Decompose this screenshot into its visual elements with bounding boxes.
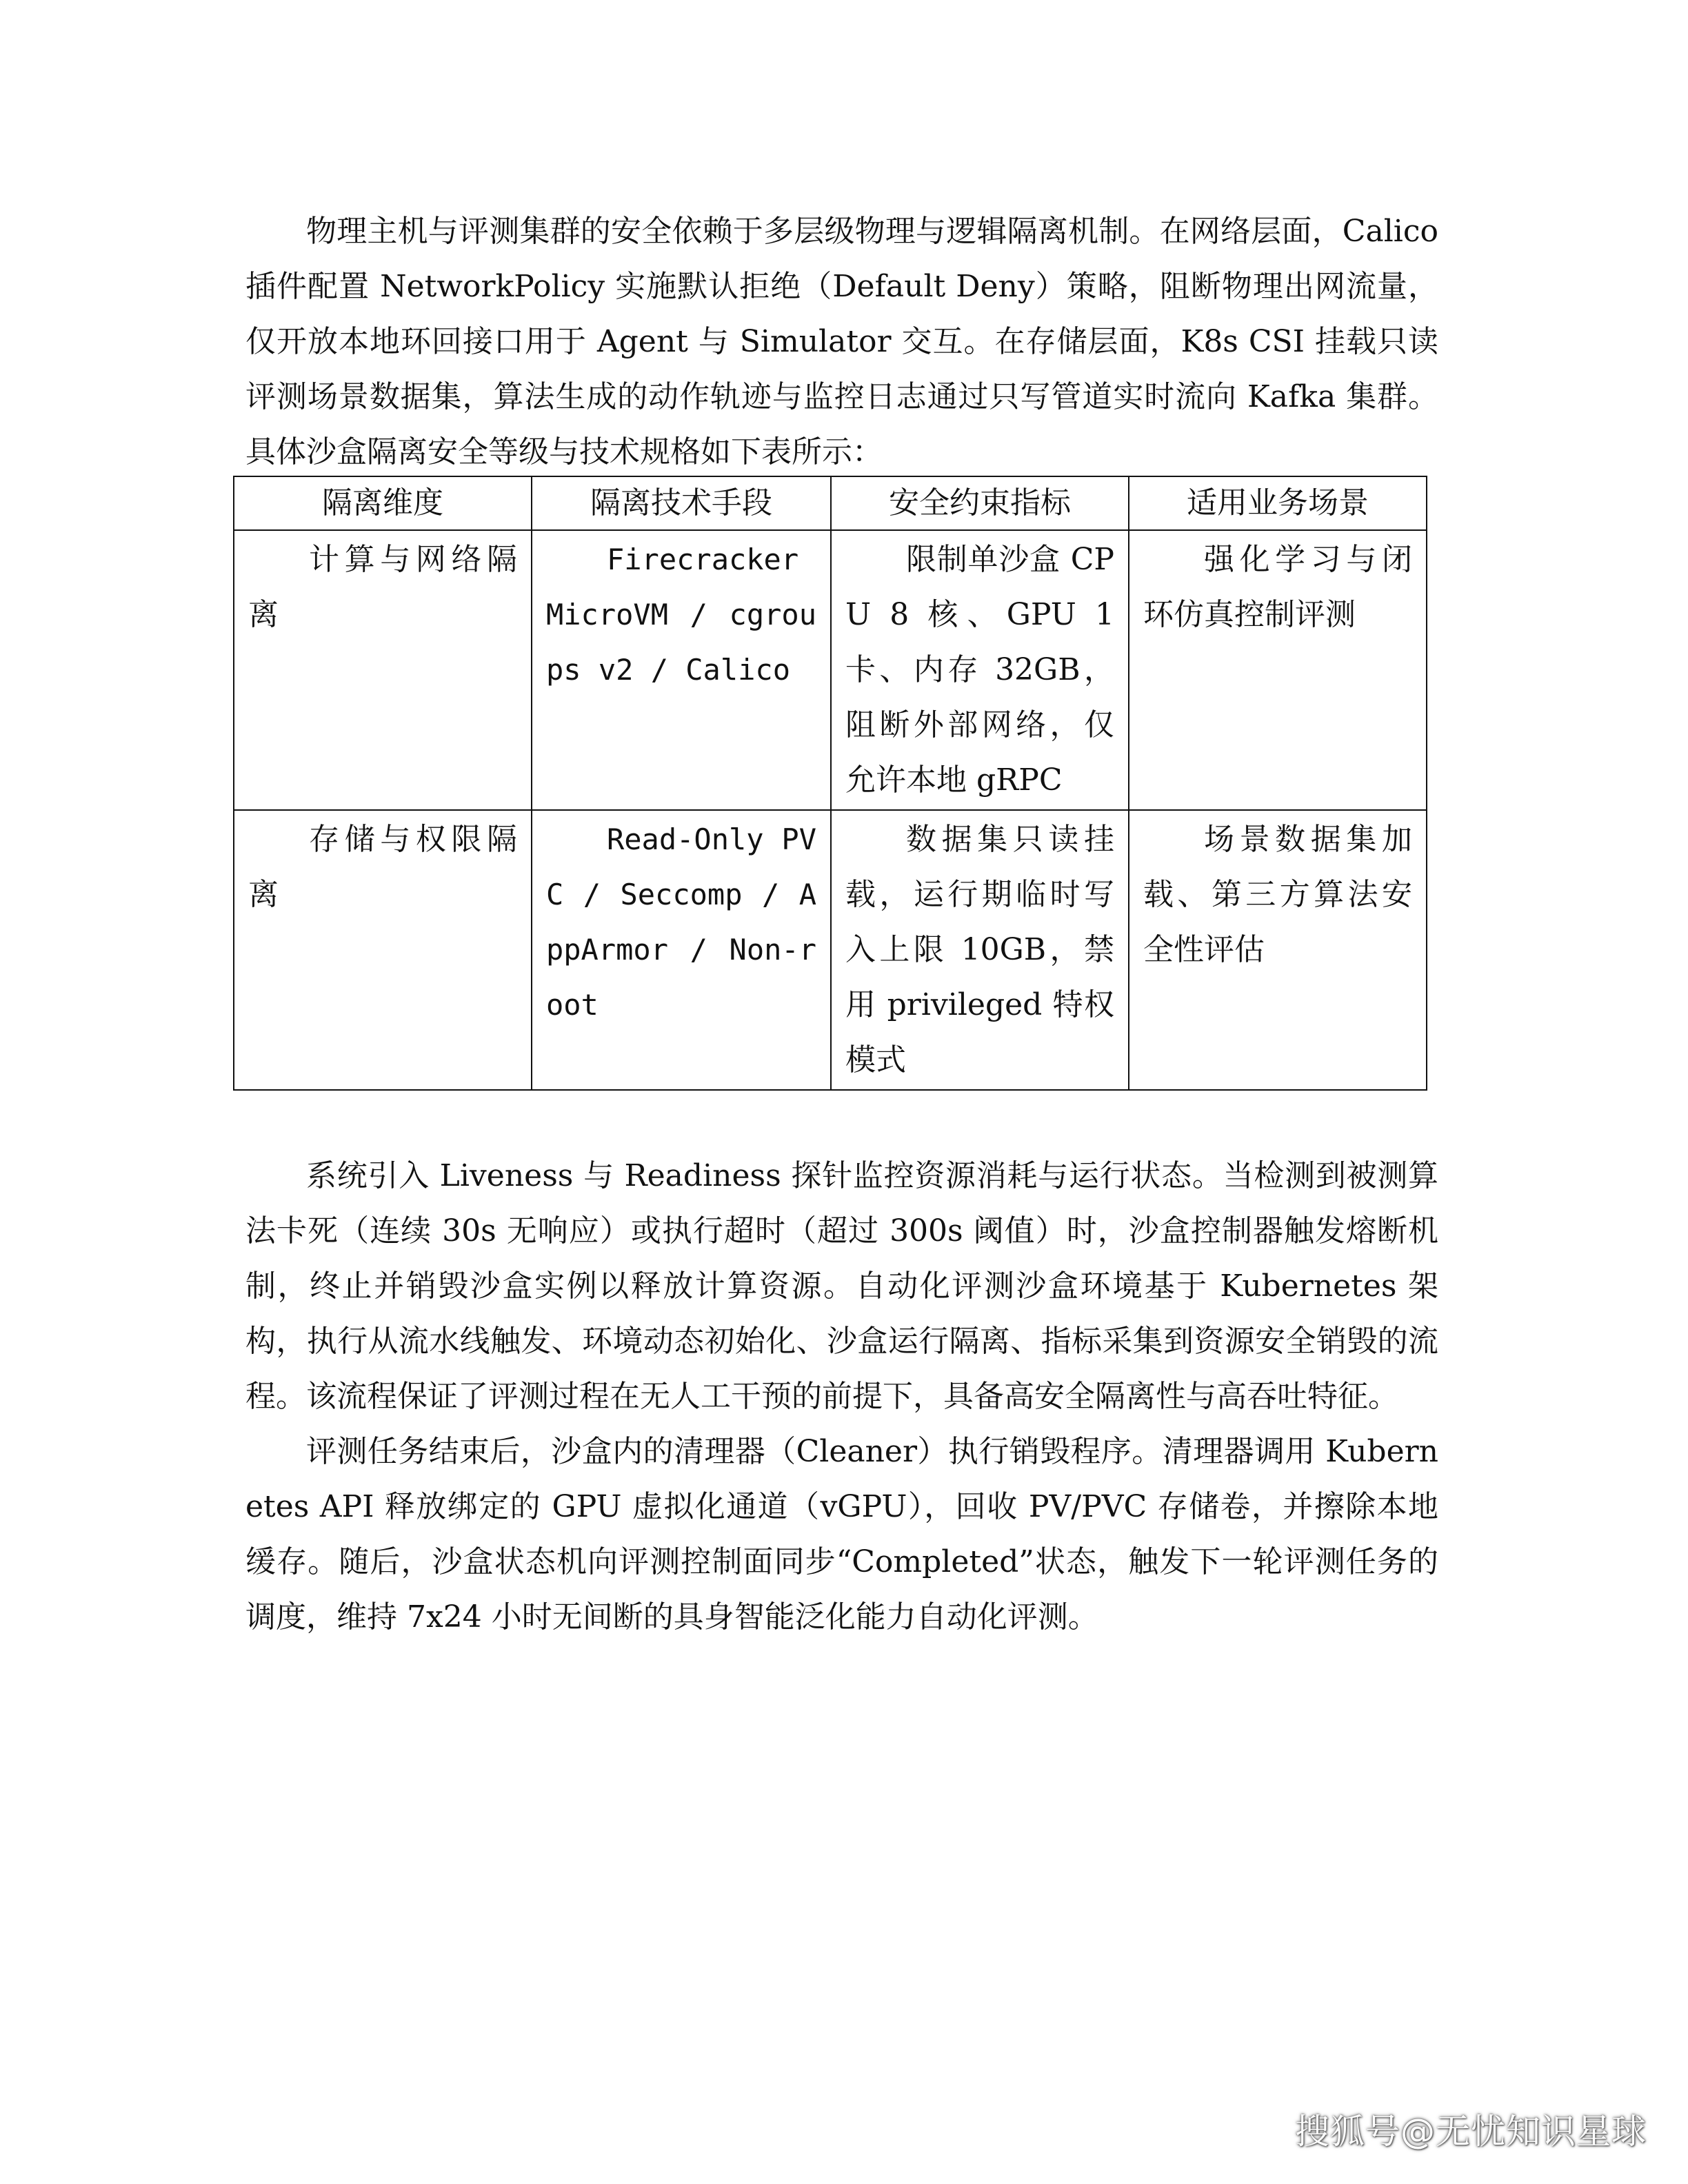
body-section <box>245 1149 1438 1645</box>
header-dimension: 隔离维度 <box>234 476 532 530</box>
cell-scenario: 强化学习与闭环仿真控制评测 <box>1129 530 1427 810</box>
table-header-row <box>234 476 1427 530</box>
cell-constraint: 限制单沙盒 CPU 8 核、GPU 1 卡、内存 32GB，阻断外部网络，仅允许本地 gRPC <box>831 530 1129 810</box>
watermark: 搜狐号@无忧知识星球 <box>1295 2112 1647 2152</box>
cell-constraint: 数据集只读挂载，运行期临时写入上限 10GB，禁用 privileged 特权模式 <box>831 810 1129 1090</box>
paragraph-probes: 系统引入 Liveness 与 Readiness 探针监控资源消耗与运行状态。当检测到被测算法卡死（连续 30s 无响应）或执行超时（超过 300s 阈值）时，沙盒控制器触发熔断机制，终止并销毁沙盒实例以释放计算资源。自动化评测沙盒环境基于 Kubernetes 架构，执行从流水线触发、环境动态初始化、沙盒运行隔离、指标采集到资源安全销毁的流程。该流程保证了评测过程在无人工干预的前提下，具备高安全隔离性与高吞吐特征。 <box>245 1158 1438 1414</box>
header-scenario: 适用业务场景 <box>1129 476 1427 530</box>
table-row <box>234 810 1427 1090</box>
cell-technique: Read-Only PVC / Seccomp / AppArmor / Non-root <box>532 810 831 1090</box>
cell-dimension: 计算与网络隔离 <box>234 530 532 810</box>
isolation-spec-table <box>233 476 1427 1091</box>
cell-technique: Firecracker MicroVM / cgroups v2 / Calico <box>532 530 831 810</box>
paragraph-cleanup: 评测任务结束后，沙盒内的清理器（Cleaner）执行销毁程序。清理器调用 Kubernetes API 释放绑定的 GPU 虚拟化通道（vGPU），回收 PV/PVC 存储卷，并擦除本地缓存。随后，沙盒状态机向评测控制面同步“Completed”状态，触发下一轮评测任务的调度，维持 7x24 小时无间断的具身智能泛化能力自动化评测。 <box>245 1434 1438 1635</box>
intro-section <box>245 204 1438 480</box>
header-technique: 隔离技术手段 <box>532 476 831 530</box>
cell-scenario: 场景数据集加载、第三方算法安全性评估 <box>1129 810 1427 1090</box>
table-row <box>234 530 1427 810</box>
header-constraint: 安全约束指标 <box>831 476 1129 530</box>
intro-paragraph: 物理主机与评测集群的安全依赖于多层级物理与逻辑隔离机制。在网络层面，Calico 插件配置 NetworkPolicy 实施默认拒绝（Default Deny）策略，阻断物理出网流量，仅开放本地环回接口用于 Agent 与 Simulator 交互。在存储层面，K8s CSI 挂载只读评测场景数据集，算法生成的动作轨迹与监控日志通过只写管道实时流向 Kafka 集群。具体沙盒隔离安全等级与技术规格如下表所示： <box>245 214 1438 469</box>
cell-dimension: 存储与权限隔离 <box>234 810 532 1090</box>
